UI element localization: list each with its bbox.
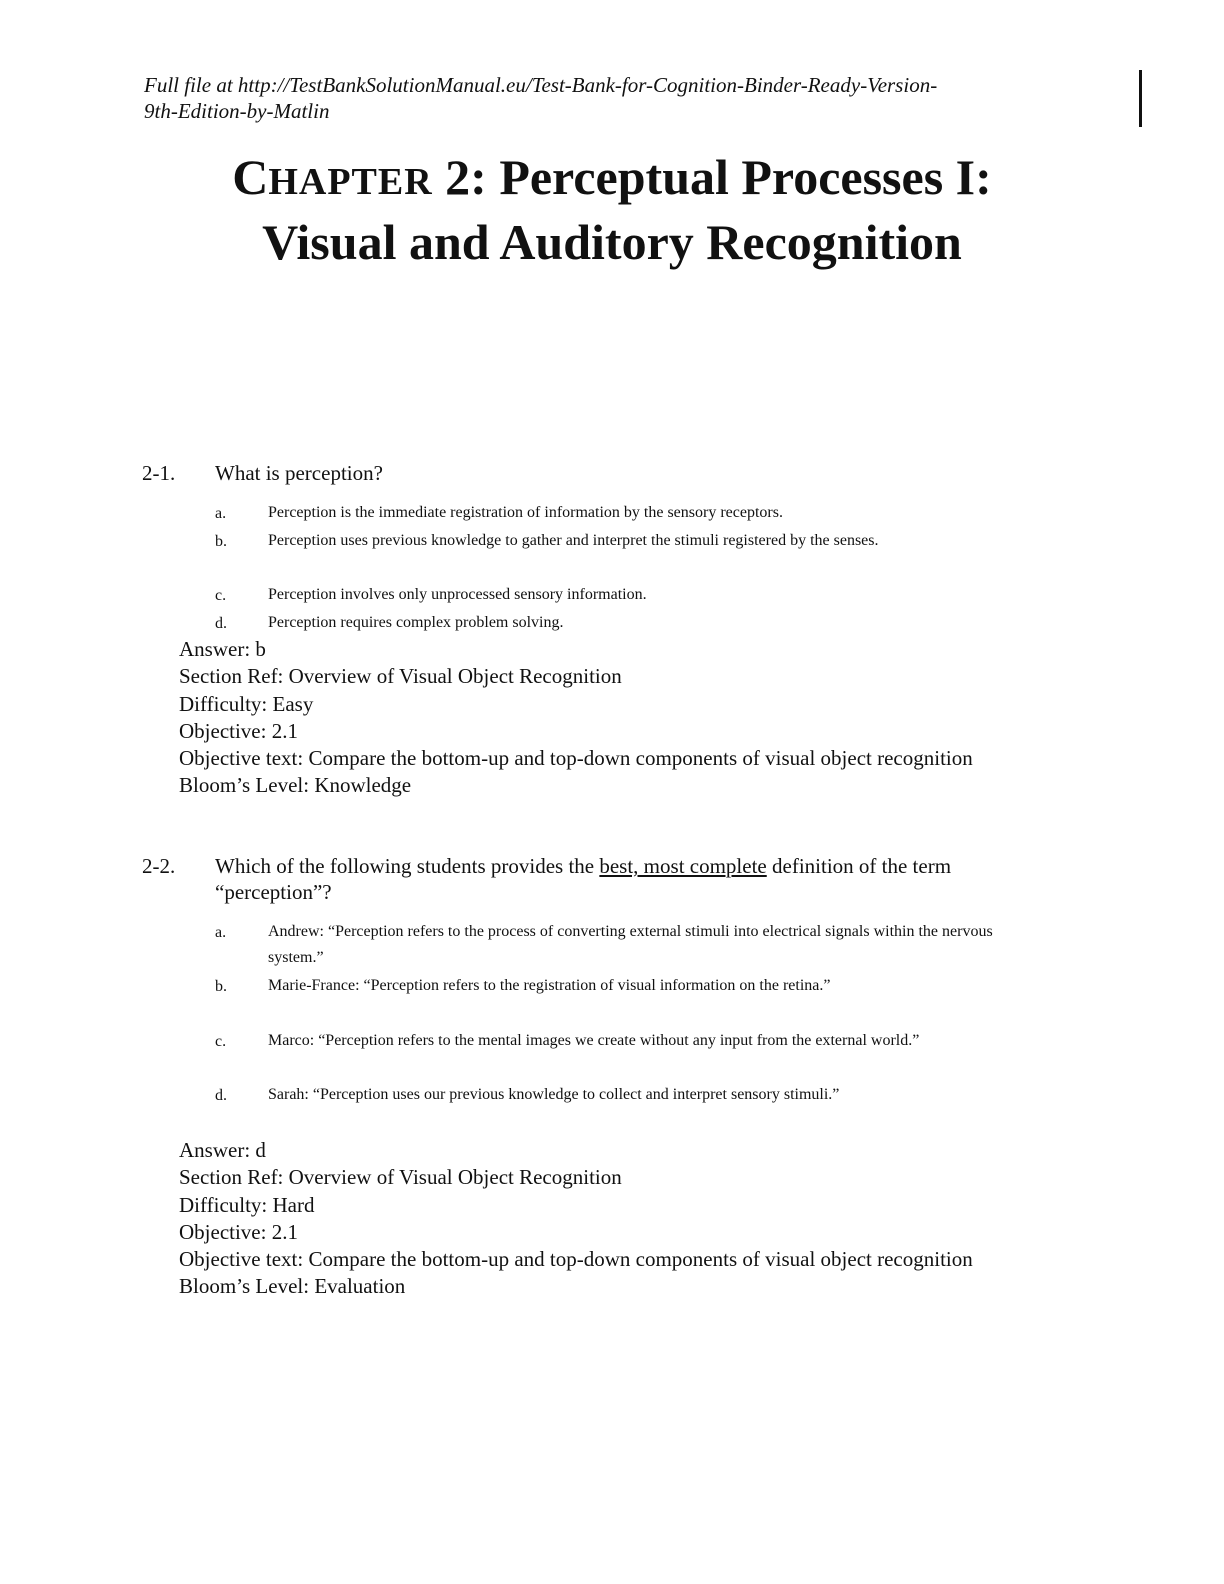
stem-before: Which of the following students provides the — [215, 854, 600, 878]
difficulty: Difficulty: Easy — [179, 691, 314, 716]
objective: Objective: 2.1 — [179, 1219, 298, 1244]
answer: Answer: b — [179, 637, 266, 661]
question-stem — [215, 853, 1065, 905]
chapter-title-line-2: Visual and Auditory Recognition — [262, 214, 962, 270]
option-letter: c. — [215, 1033, 227, 1050]
stem-underlined: best, most complete — [599, 854, 767, 878]
margin-bar — [1139, 70, 1142, 127]
source-url-line-2: 9th-Edition-by-Matlin — [144, 99, 330, 123]
objective-text: Objective text: Compare the bottom-up and top-down components of visual object recognition — [179, 746, 973, 771]
question-number: 2-2. — [142, 854, 176, 878]
chapter-title-cap: C — [232, 149, 269, 205]
option-text: Marco: “Perception refers to the mental images we create without any input from the external world.” — [268, 1032, 920, 1049]
question-stem: What is perception? — [215, 461, 383, 485]
blooms-level: Bloom’s Level: Evaluation — [179, 1274, 406, 1299]
option-letter: a. — [215, 505, 227, 522]
option-letter: d. — [215, 615, 227, 632]
option-letter: a. — [215, 924, 227, 941]
option-text: Marie-France: “Perception refers to the registration of visual information on the retina.” — [268, 977, 831, 994]
source-url-line-1: Full file at http://TestBankSolutionManual.eu/Test-Bank-for-Cognition-Binder-Ready-Version- — [144, 73, 938, 97]
difficulty: Difficulty: Hard — [179, 1192, 315, 1217]
objective: Objective: 2.1 — [179, 718, 298, 743]
option-letter: c. — [215, 587, 227, 604]
chapter-title — [0, 147, 1224, 272]
option-text: Perception requires complex problem solving. — [268, 614, 564, 631]
question-number: 2-1. — [142, 461, 176, 485]
blooms-level: Bloom’s Level: Knowledge — [179, 773, 412, 798]
objective-text: Objective text: Compare the bottom-up and top-down components of visual object recognition — [179, 1247, 973, 1272]
option-text: Perception is the immediate registration of information by the sensory receptors. — [268, 504, 783, 521]
option-letter: d. — [215, 1087, 227, 1104]
stem-after: definition of the term “perception”? — [215, 854, 952, 904]
option-text: Andrew: “Perception refers to the process of converting external stimuli into electrical signals within the nervous system.” — [268, 923, 993, 966]
section-ref: Section Ref: Overview of Visual Object Recognition — [179, 664, 622, 689]
chapter-title-smallcaps: HAPTER — [268, 161, 433, 203]
question-2-2-metadata — [179, 1137, 979, 1301]
option-letter: b. — [215, 978, 227, 995]
option-text: Sarah: “Perception uses our previous knowledge to collect and interpret sensory stimuli.” — [268, 1086, 840, 1103]
answer: Answer: d — [179, 1138, 266, 1162]
section-ref: Section Ref: Overview of Visual Object Recognition — [179, 1165, 622, 1190]
chapter-title-rest: 2: Perceptual Processes I: — [445, 149, 992, 205]
option-text: Perception uses previous knowledge to gather and interpret the stimuli registered by the senses. — [268, 532, 879, 549]
chapter-title-line-1 — [0, 147, 1224, 212]
question-2-1-metadata — [179, 636, 979, 800]
option-letter: b. — [215, 533, 227, 550]
option-text: Perception involves only unprocessed sensory information. — [268, 586, 647, 603]
